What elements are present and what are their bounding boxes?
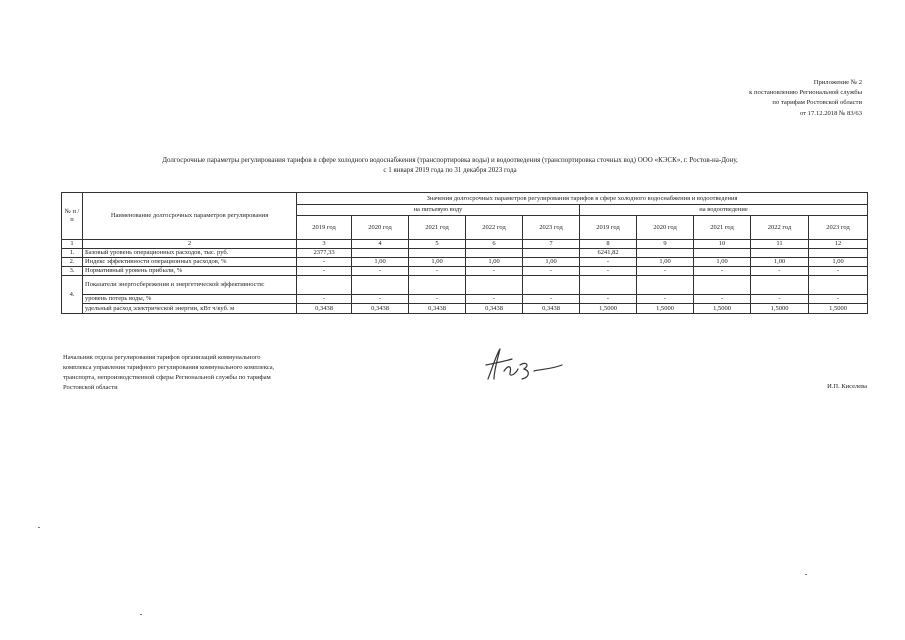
title-line-2: с 1 января 2019 года по 31 декабря 2023 года	[383, 166, 517, 174]
row-value: 1,00	[466, 258, 523, 267]
row-value: -	[580, 295, 637, 304]
row-num: 2.	[62, 258, 83, 267]
row-value-empty	[297, 276, 352, 295]
scan-speck	[805, 574, 807, 575]
row-num: 3.	[62, 267, 83, 276]
row-value-empty	[466, 276, 523, 295]
row-name: Индекс эффективности операционных расходов, %	[83, 258, 297, 267]
row-value: 1,00	[694, 258, 751, 267]
row-value: 0,3438	[523, 304, 580, 314]
row-name: уровень потерь воды, %	[83, 295, 297, 304]
handwritten-signature	[482, 345, 574, 385]
row-value: -	[466, 267, 523, 276]
column-number: 9	[637, 240, 694, 249]
header-year: 2022 год	[751, 216, 809, 240]
table-row	[62, 249, 868, 258]
row-value: -	[809, 295, 868, 304]
signature-line-3: транспорта, непроизводственной сферы Региональной службы по тарифам	[63, 374, 271, 381]
table-row	[62, 267, 868, 276]
appendix-block	[562, 78, 862, 119]
header-year: 2021 год	[409, 216, 466, 240]
column-number: 6	[466, 240, 523, 249]
row-value: 1,5000	[694, 304, 751, 314]
row-value: 1,5000	[751, 304, 809, 314]
row-value	[523, 249, 580, 258]
row-num: 1.	[62, 249, 83, 258]
appendix-line-2: к постановлению Региональной службы	[749, 89, 862, 97]
table-row	[62, 295, 868, 304]
row-value-empty	[694, 276, 751, 295]
header-year: 2021 год	[694, 216, 751, 240]
appendix-line-3: по тарифам Ростовской области	[772, 99, 862, 107]
row-value: -	[809, 267, 868, 276]
column-number: 8	[580, 240, 637, 249]
row-name: Базовый уровень операционных расходов, тыс. руб.	[83, 249, 297, 258]
row-value: 1,5000	[637, 304, 694, 314]
scan-speck	[38, 527, 40, 528]
row-value: 1,00	[751, 258, 809, 267]
row-value-empty	[637, 276, 694, 295]
row-value	[466, 249, 523, 258]
header-sewer: на водоотведение	[580, 205, 868, 216]
row-value: -	[409, 295, 466, 304]
column-number: 11	[751, 240, 809, 249]
column-number: 10	[694, 240, 751, 249]
row-value-empty	[751, 276, 809, 295]
row-value-empty	[580, 276, 637, 295]
row-value: -	[523, 295, 580, 304]
signature-line-2: комплекса управления тарифного регулирования коммунального комплекса,	[63, 364, 275, 371]
signature-line-1: Начальник отдела регулирования тарифов организаций коммунального	[63, 354, 261, 361]
table-row	[62, 258, 868, 267]
row-value-empty	[809, 276, 868, 295]
row-value: -	[580, 267, 637, 276]
scan-speck	[140, 614, 142, 615]
row-name: Нормативный уровень прибыли, %	[83, 267, 297, 276]
header-num: № п /п	[62, 193, 83, 240]
row-value: 1,00	[637, 258, 694, 267]
column-number: 12	[809, 240, 868, 249]
row-name: Показатели энергосбережения и энергетической эффективности:	[83, 276, 297, 295]
row-value: 0,3438	[297, 304, 352, 314]
row-value-empty	[352, 276, 409, 295]
column-number-row	[62, 240, 868, 249]
header-year: 2020 год	[637, 216, 694, 240]
row-value	[809, 249, 868, 258]
appendix-line-4: от 17.12.2018 № 83/63	[799, 109, 862, 117]
row-value: -	[352, 267, 409, 276]
row-value: -	[297, 267, 352, 276]
row-value: 1,00	[409, 258, 466, 267]
row-value: 6241,82	[580, 249, 637, 258]
column-number: 4	[352, 240, 409, 249]
row-value: -	[694, 267, 751, 276]
row-value: 0,3438	[466, 304, 523, 314]
signature-line-4: Ростовской области	[63, 384, 118, 391]
row-value: -	[352, 295, 409, 304]
row-value: -	[751, 267, 809, 276]
row-value-empty	[409, 276, 466, 295]
signature-block	[63, 353, 363, 393]
row-value	[751, 249, 809, 258]
row-value: -	[466, 295, 523, 304]
appendix-line-1: Приложение № 2	[813, 79, 862, 86]
header-group: Значения долгосрочных параметров регулирования тарифов в сфере холодного водоснабжения и водоотведения	[297, 193, 868, 205]
table-row	[62, 276, 868, 295]
row-value: -	[409, 267, 466, 276]
header-year: 2020 год	[352, 216, 409, 240]
document-title	[60, 155, 840, 175]
column-number: 3	[297, 240, 352, 249]
row-value: -	[637, 295, 694, 304]
row-value: 1,5000	[580, 304, 637, 314]
column-number: 7	[523, 240, 580, 249]
header-year: 2019 год	[580, 216, 637, 240]
parameters-table	[61, 192, 868, 314]
row-value	[694, 249, 751, 258]
title-line-1: Долгосрочные параметры регулирования тарифов в сфере холодного водоснабжения (транспортировка воды) и водоотведения (транспортировка сточных вод) ООО «КЭСК», г. Ростов-на-Дону,	[162, 156, 738, 164]
column-number: 2	[83, 240, 297, 249]
header-year: 2023 год	[809, 216, 868, 240]
row-value	[637, 249, 694, 258]
row-value: 2377,33	[297, 249, 352, 258]
row-value: 1,5000	[809, 304, 868, 314]
header-year: 2022 год	[466, 216, 523, 240]
row-name: удельный расход электрической энергии, кВт ч/куб. м	[83, 304, 297, 314]
column-number: 5	[409, 240, 466, 249]
header-year: 2023 год	[523, 216, 580, 240]
row-value: 0,3438	[352, 304, 409, 314]
row-value: -	[297, 295, 352, 304]
row-value: -	[751, 295, 809, 304]
row-value: -	[523, 267, 580, 276]
row-value: -	[637, 267, 694, 276]
signer-name: И.П. Киселева	[827, 383, 867, 390]
table-row	[62, 304, 868, 314]
row-num: 4.	[62, 276, 83, 314]
row-value: 1,00	[523, 258, 580, 267]
row-value: 0,3438	[409, 304, 466, 314]
column-number: 1	[62, 240, 83, 249]
row-value: -	[297, 258, 352, 267]
row-value-empty	[523, 276, 580, 295]
row-value: -	[694, 295, 751, 304]
header-year: 2019 год	[297, 216, 352, 240]
row-value: 1,00	[809, 258, 868, 267]
row-value	[352, 249, 409, 258]
row-value	[409, 249, 466, 258]
header-water: на питьевую воду	[297, 205, 580, 216]
row-value: -	[580, 258, 637, 267]
header-name: Наименование долгосрочных параметров регулирования	[83, 193, 297, 240]
row-value: 1,00	[352, 258, 409, 267]
